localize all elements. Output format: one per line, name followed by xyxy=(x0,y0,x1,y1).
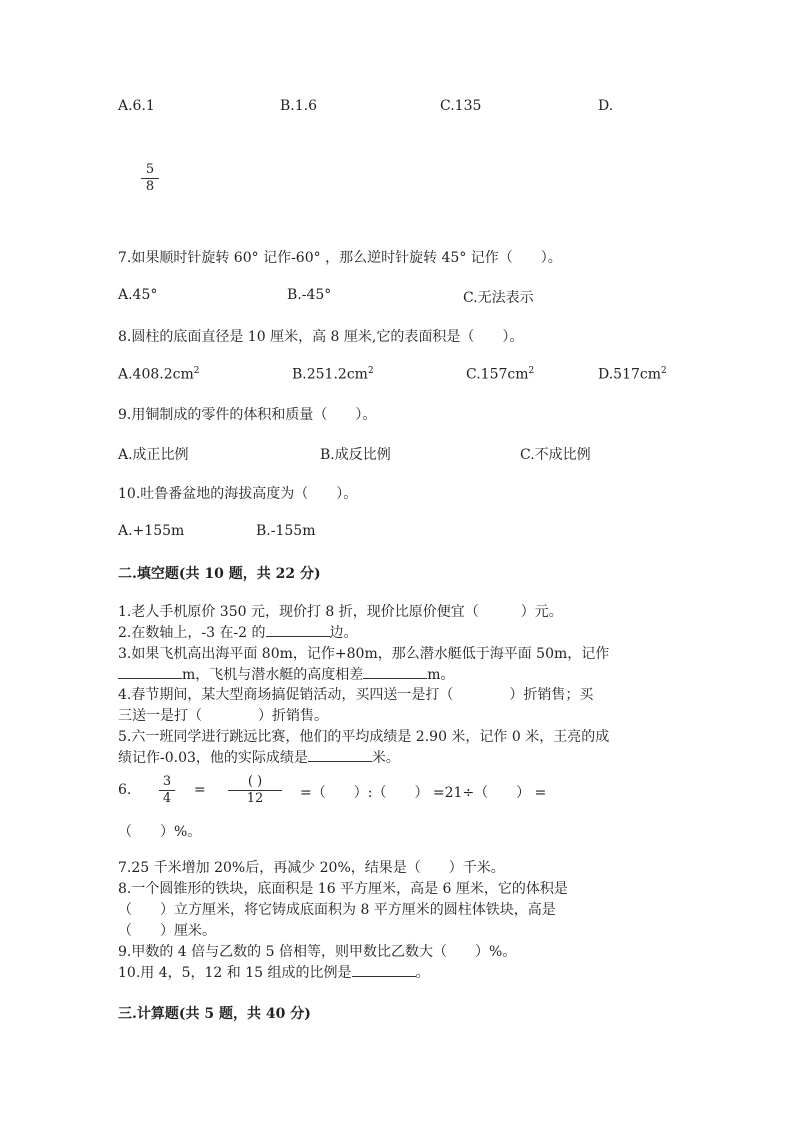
q10-option-b: B.-155m xyxy=(256,523,316,539)
fill-q4-line1: 4.春节期间，某大型商场搞促销活动，买四送一是打（ ）折销售；买 xyxy=(118,687,594,703)
fill-q6-rest: =（ ）:（ ） =21÷（ ） = xyxy=(300,785,547,801)
q8-text: 8.圆柱的底面直径是 10 厘米，高 8 厘米,它的表面积是（ ）。 xyxy=(118,329,524,345)
fill-q3-line2 xyxy=(118,664,455,684)
q8-option-a xyxy=(118,366,200,383)
q7-text: 7.如果顺时针旋转 60° 记作-60° ，那么逆时针旋转 45° 记作（ ）。 xyxy=(118,250,562,266)
fill-q5-text-start: 绩记作-0.03，他的实际成绩是 xyxy=(118,750,308,766)
superscript: 2 xyxy=(367,366,374,376)
superscript: 2 xyxy=(193,366,200,376)
fraction-denominator: 4 xyxy=(162,791,172,806)
q6-option-d: D. xyxy=(598,98,614,114)
q8-option-d xyxy=(598,366,667,383)
answer-blank xyxy=(266,622,330,637)
fill-q8-line1: 8.一个圆锥形的铁块，底面积是 16 平方厘米，高是 6 厘米，它的体积是 xyxy=(118,881,568,897)
fill-q5-text-end: 米。 xyxy=(371,750,400,766)
fill-q1: 1.老人手机原价 350 元，现价打 8 折，现价比原价便宜（ ）元。 xyxy=(118,604,563,620)
q9-text: 9.用铜制成的零件的体积和质量（ ）。 xyxy=(118,407,377,423)
q6-option-b: B.1.6 xyxy=(280,98,318,114)
q7-option-c: C.无法表示 xyxy=(463,290,534,306)
fill-q2-text-start: 2.在数轴上，-3 在-2 的 xyxy=(118,625,266,641)
fill-q6-line2: （ ）%。 xyxy=(118,824,202,840)
section-title-fill-in: 二.填空题(共 10 题，共 22 分) xyxy=(118,566,321,582)
fill-q4-line2: 三送一是打（ ）折销售。 xyxy=(118,708,328,724)
fill-q6-fraction-blank xyxy=(228,774,282,807)
answer-blank xyxy=(363,664,427,679)
fraction-numerator: 3 xyxy=(162,774,172,789)
fill-q5-line2 xyxy=(118,747,400,767)
answer-blank xyxy=(352,962,416,977)
fill-q8-line2: （ ）立方厘米，将它铸成底面积为 8 平方厘米的圆柱体铁块，高是 xyxy=(118,902,556,918)
fraction-numerator: ( ) xyxy=(247,774,263,789)
q9-option-c: C.不成比例 xyxy=(520,447,591,463)
fill-q6-fraction xyxy=(159,774,175,807)
fill-q7: 7.25 千米增加 20%后，再减少 20%，结果是（ ）千米。 xyxy=(118,860,505,876)
q9-option-b: B.成反比例 xyxy=(320,447,391,463)
answer-blank xyxy=(118,664,182,679)
q6-option-a: A.6.1 xyxy=(118,98,155,114)
q6-option-c: C.135 xyxy=(440,98,482,114)
fill-q10-text-end: 。 xyxy=(415,965,430,981)
fraction-numerator: 5 xyxy=(145,162,155,177)
fraction-denominator: 12 xyxy=(246,791,264,806)
q9-option-a: A.成正比例 xyxy=(118,447,189,463)
q8-option-b-text: B.251.2cm xyxy=(292,366,368,383)
fill-q3-text-end: m。 xyxy=(427,667,455,683)
q10-text: 10.吐鲁番盆地的海拔高度为（ ）。 xyxy=(118,486,358,502)
q6-option-d-fraction xyxy=(141,162,159,195)
superscript: 2 xyxy=(528,366,535,376)
q8-option-c xyxy=(466,366,534,383)
fill-q8-line3: （ ）厘米。 xyxy=(118,923,216,939)
q8-option-a-text: A.408.2cm xyxy=(118,366,194,383)
q7-option-b: B.-45° xyxy=(287,287,332,303)
fill-q3-text-middle: m，飞机与潜水艇的高度相差 xyxy=(182,667,364,683)
fill-q2-text-end: 边。 xyxy=(329,625,358,641)
q8-option-b xyxy=(292,366,374,383)
fill-q2 xyxy=(118,622,358,642)
fill-q10 xyxy=(118,962,430,982)
fill-q6-equals: = xyxy=(194,782,206,798)
q8-option-d-text: D.517cm xyxy=(598,366,662,383)
superscript: 2 xyxy=(661,366,667,376)
q10-option-a: A.+155m xyxy=(118,523,185,539)
q8-option-c-text: C.157cm xyxy=(466,366,529,383)
q7-option-a: A.45° xyxy=(118,287,158,303)
fill-q10-text-start: 10.用 4，5，12 和 15 组成的比例是 xyxy=(118,965,352,981)
answer-blank xyxy=(308,747,372,762)
fill-q5-line1: 5.六一班同学进行跳远比赛，他们的平均成绩是 2.90 米，记作 0 米，王亮的成 xyxy=(118,729,610,745)
fill-q6-label: 6. xyxy=(118,782,132,798)
section-title-calculation: 三.计算题(共 5 题，共 40 分) xyxy=(118,1006,311,1022)
fraction-denominator: 8 xyxy=(145,179,155,194)
fill-q9: 9.甲数的 4 倍与乙数的 5 倍相等，则甲数比乙数大（ ）%。 xyxy=(118,944,517,960)
fill-q3-line1: 3.如果飞机高出海平面 80m，记作+80m，那么潜水艇低于海平面 50m，记作 xyxy=(118,646,610,662)
